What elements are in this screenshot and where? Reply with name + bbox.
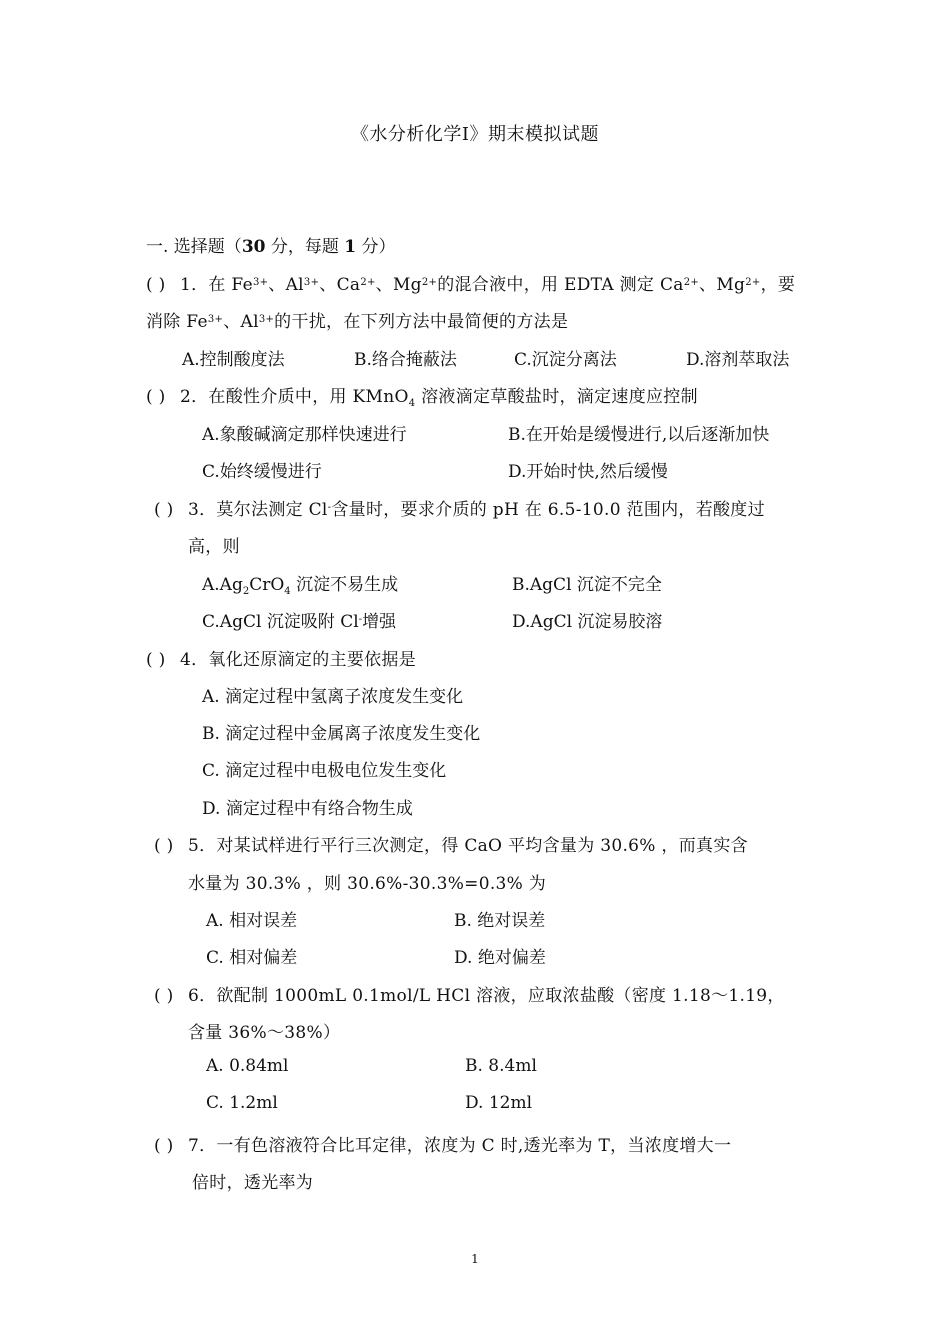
section-heading: 一. 选择题（30 分，每题 1 分）	[146, 237, 396, 257]
question-5-line-2: 水量为 30.3% ，则 30.6%-30.3%=0.3% 为	[188, 874, 547, 894]
question-2-line-1: ( ) 2．在酸性介质中，用 KMnO$_4$ 溶液滴定草酸盐时，滴定速度应控制	[146, 387, 698, 409]
option-a: A. 相对误差	[206, 911, 298, 931]
option-a: $A.Ag_2CrO_4$ 沉淀不易生成	[202, 575, 399, 597]
option-a: A.控制酸度法	[182, 350, 285, 370]
option-c: C. 相对偏差	[206, 948, 298, 968]
exam-title: 《水分析化学Ⅰ》期末模拟试题	[350, 124, 600, 145]
option-a: A.象酸碱滴定那样快速进行	[202, 425, 407, 445]
option-b: B. 8.4ml	[465, 1056, 537, 1076]
option-b: B.在开始是缓慢进行,以后逐渐加快	[508, 425, 770, 445]
option-d: D. 12ml	[465, 1093, 533, 1113]
question-5-line-1: ( ) 5．对某试样进行平行三次测定，得 CaO 平均含量为 30.6% ，而真实含	[154, 836, 748, 856]
option-c: C. 1.2ml	[206, 1093, 278, 1113]
option-d: D.溶剂萃取法	[686, 350, 790, 370]
question-7-line-1: ( ) 7．一有色溶液符合比耳定律，浓度为 C 时,透光率为 T，当浓度增大一	[154, 1136, 732, 1156]
answer-blank[interactable]: ( )	[154, 836, 174, 856]
answer-blank[interactable]: ( )	[154, 986, 174, 1006]
option-c: C.沉淀分离法	[514, 350, 617, 370]
option-d: D. 滴定过程中有络合物生成	[202, 799, 413, 819]
option-b: B. 滴定过程中金属离子浓度发生变化	[202, 724, 481, 744]
option-a: A. 滴定过程中氢离子浓度发生变化	[202, 687, 464, 707]
option-a: A. 0.84ml	[206, 1056, 289, 1076]
option-b: B. 绝对误差	[454, 911, 546, 931]
option-b: B.AgCl 沉淀不完全	[512, 575, 662, 595]
option-c: C.AgCl 沉淀吸附 Cl-增强	[202, 612, 397, 632]
question-1-line-1: ( ) 1．在 $Fe^{3+}$、$Al^{3+}$、$Ca^{2+}$、$Mg^{2+}$的混合液中，用 EDTA 测定 $Ca^{2+}$、$Mg^{2+}$，要	[146, 275, 796, 295]
question-6-line-2: 含量 36%～38%）	[188, 1023, 341, 1043]
option-d: D.开始时快,然后缓慢	[508, 462, 668, 482]
answer-blank[interactable]: ( )	[146, 275, 166, 295]
option-d: D. 绝对偏差	[454, 948, 546, 968]
answer-blank[interactable]: ( )	[154, 1136, 174, 1156]
question-3-line-1: ( ) 3．莫尔法测定 Cl-含量时，要求介质的 pH 在 6.5-10.0 范围内，若酸度过	[154, 500, 765, 520]
answer-blank[interactable]: ( )	[154, 500, 174, 520]
page-number: 1	[471, 1252, 479, 1266]
option-c: C.始终缓慢进行	[202, 462, 322, 482]
question-3-line-2: 高，则	[188, 537, 240, 557]
question-4-line-1: ( ) 4．氧化还原滴定的主要依据是	[146, 650, 417, 670]
option-c: C. 滴定过程中电极电位发生变化	[202, 761, 447, 781]
option-b: B.络合掩蔽法	[354, 350, 457, 370]
answer-blank[interactable]: ( )	[146, 387, 166, 407]
question-1-line-2: 消除 $Fe^{3+}$、$Al^{3+}$的干扰，在下列方法中最简便的方法是	[146, 312, 569, 332]
option-d: D.AgCl 沉淀易胶溶	[512, 612, 663, 632]
answer-blank[interactable]: ( )	[146, 650, 166, 670]
question-6-line-1: ( ) 6．欲配制 1000mL 0.1mol/L HCl 溶液，应取浓盐酸（密度 1.18～1.19，	[154, 986, 785, 1006]
question-7-line-2: 倍时，透光率为	[192, 1173, 314, 1193]
